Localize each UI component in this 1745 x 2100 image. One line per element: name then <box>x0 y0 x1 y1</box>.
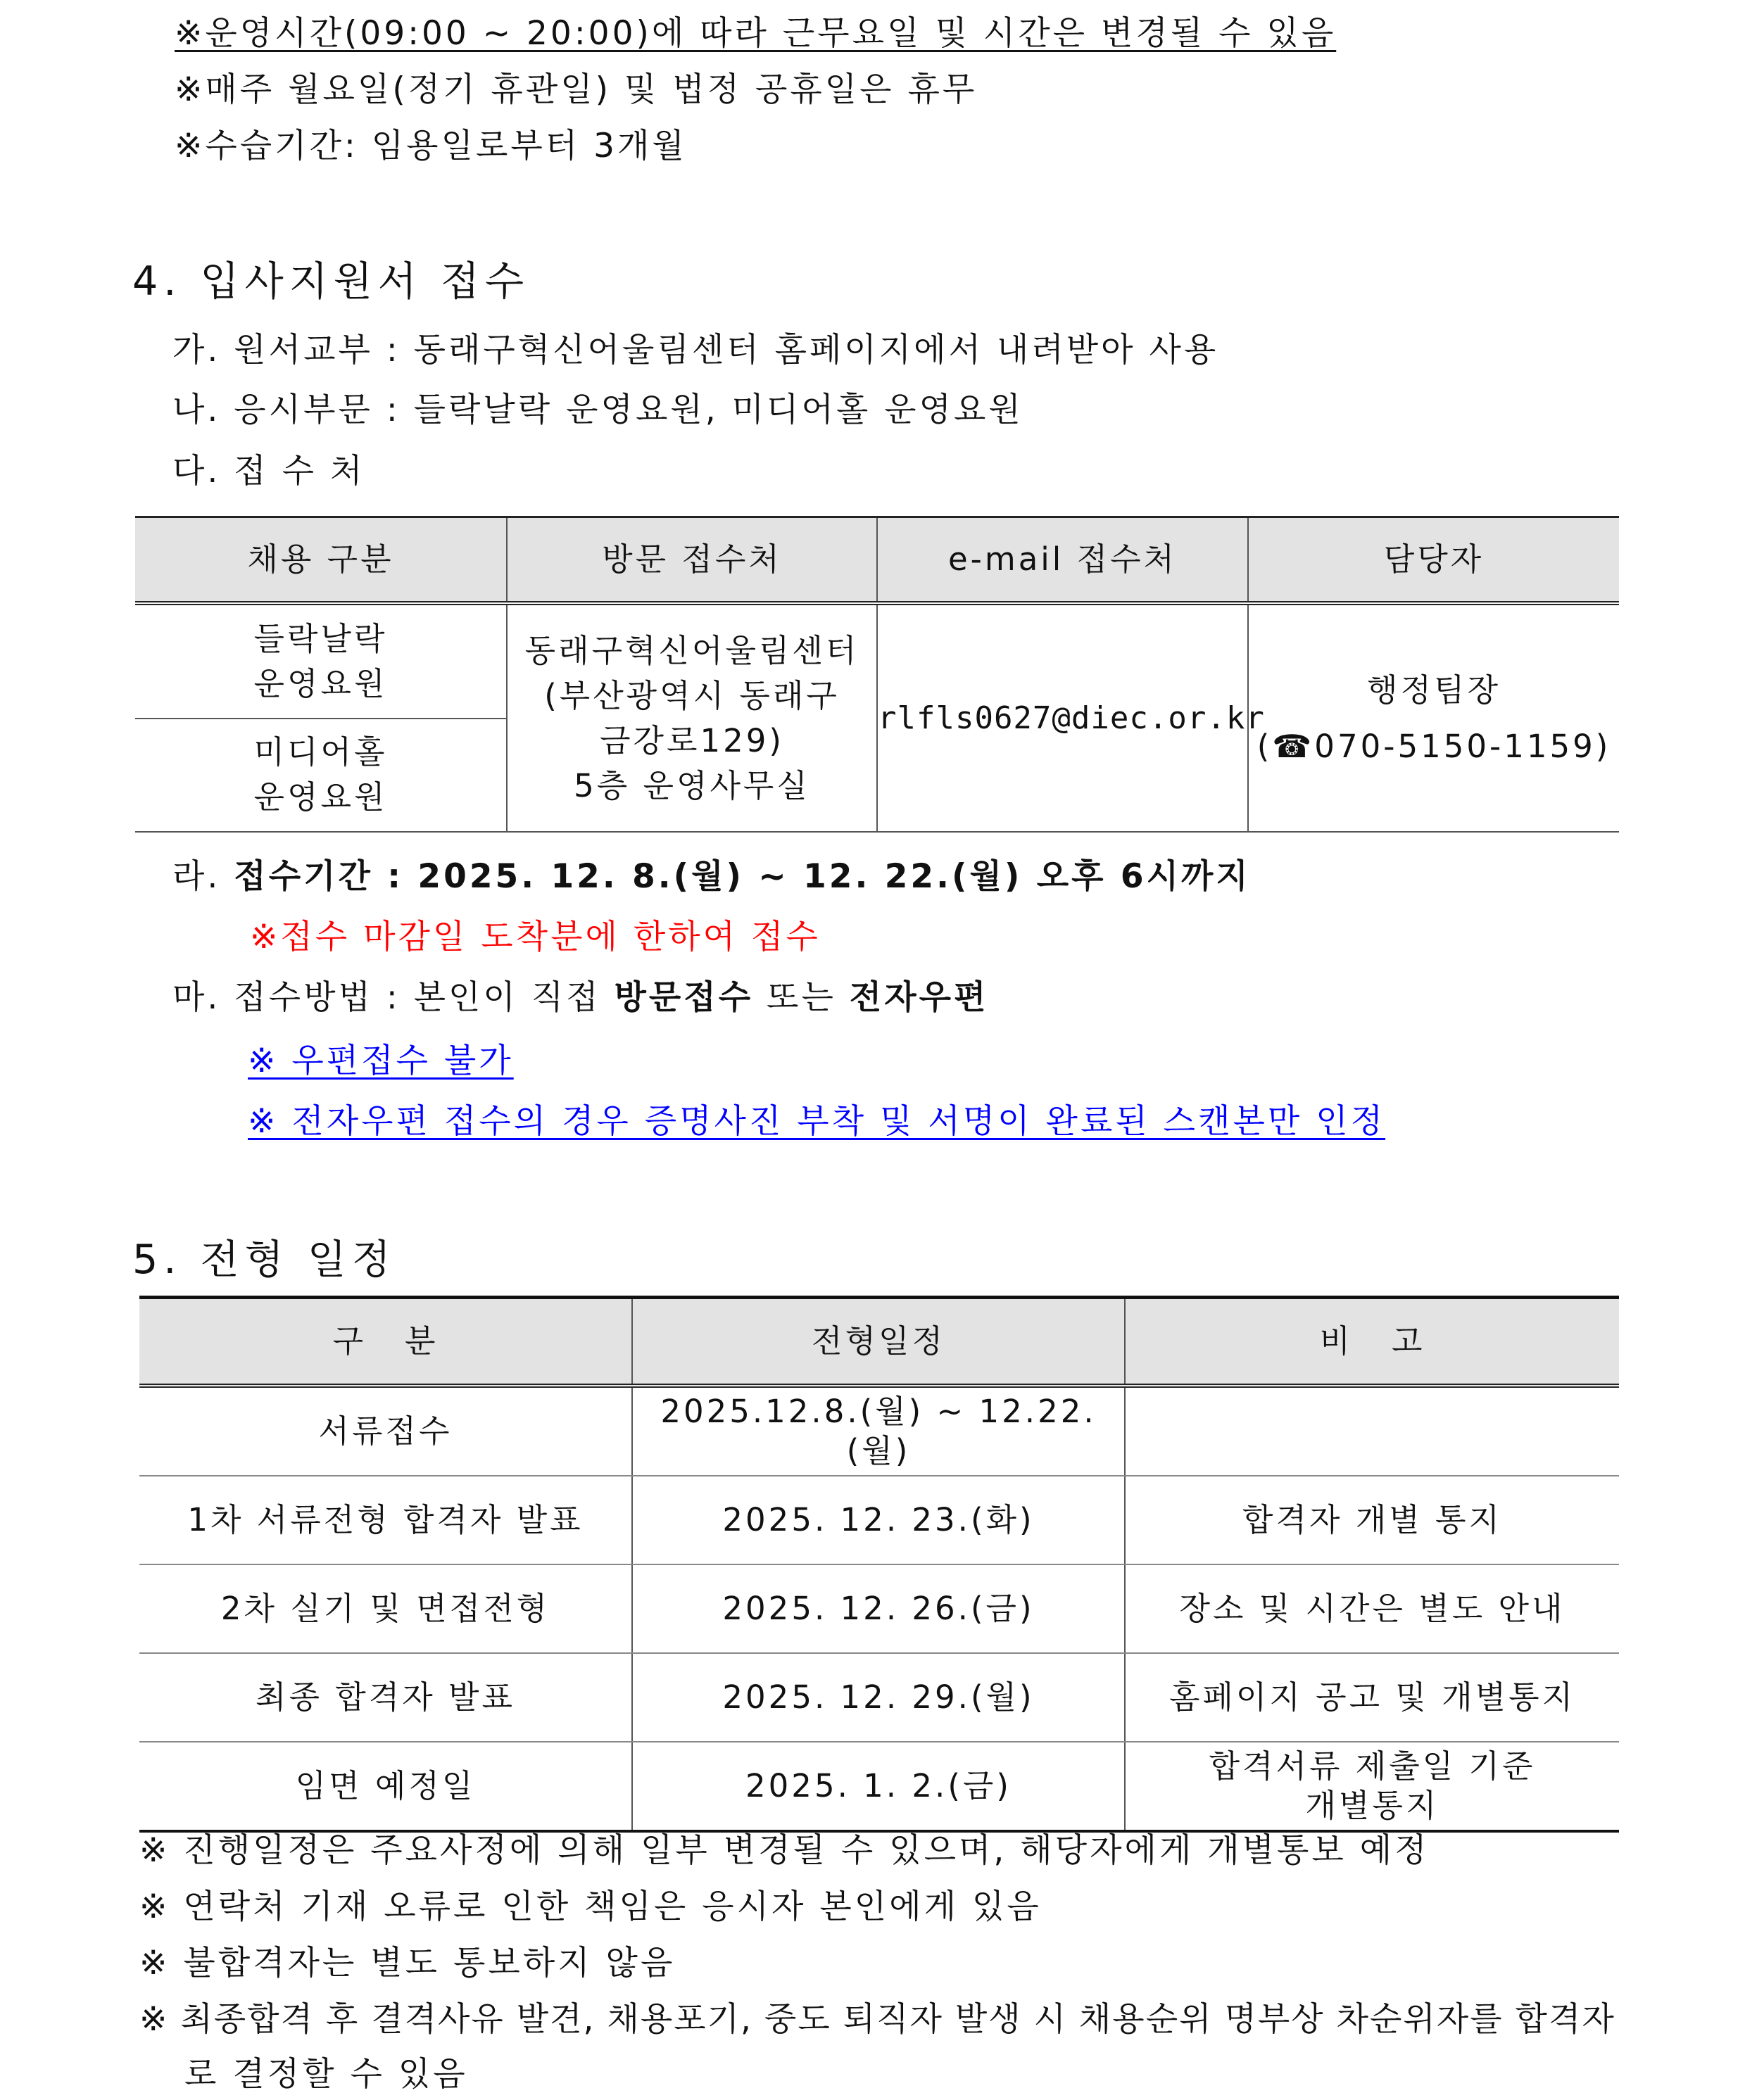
header-stage: 구 분 <box>139 1298 632 1386</box>
note-line: 개별통지 <box>1305 1787 1440 1824</box>
schedule-note-3: ※ 불합격자는 별도 통보하지 않음 <box>139 1944 676 1982</box>
note-line: 합격서류 제출일 기준 <box>1209 1747 1536 1785</box>
section4-item-da: 다. 접 수 처 <box>172 452 365 491</box>
header-category: 채용 구분 <box>135 517 507 604</box>
date-cell: 2025. 1. 2.(금) <box>632 1742 1125 1831</box>
visit-line: 금강로129) <box>600 721 784 759</box>
header-email: e-mail 접수처 <box>877 517 1248 604</box>
header-visit: 방문 접수처 <box>507 517 877 604</box>
item-ma-email: 전자우편 <box>849 978 989 1017</box>
note-operating-hours: ※운영시간(09:00 ~ 20:00)에 따라 근무요일 및 시간은 변경될 수 있음 <box>175 14 1337 53</box>
visit-line: (부산광역시 동래구 <box>544 676 840 714</box>
reception-table <box>135 516 1619 833</box>
stage-cell: 서류접수 <box>139 1386 632 1476</box>
table-row <box>139 1564 1619 1653</box>
schedule-note-4: ※ 최종합격 후 결격사유 발견, 채용포기, 중도 퇴직자 발생 시 채용순위 명부상 차순위자를 합격자 <box>139 2000 1615 2039</box>
section4-item-ga: 가. 원서교부 : 동래구혁신어울림센터 홈페이지에서 내려받아 사용 <box>172 331 1219 369</box>
schedule-note-2: ※ 연락처 기재 오류로 인한 책임은 응시자 본인에게 있음 <box>139 1887 1042 1926</box>
stage-cell: 최종 합격자 발표 <box>139 1653 632 1742</box>
category-line: 운영요원 <box>253 664 388 702</box>
note-no-post: ※ 우편접수 불가 <box>248 1042 514 1080</box>
section4-item-ra <box>172 856 1251 898</box>
table-row <box>139 1386 1619 1476</box>
visit-location-cell <box>507 603 877 832</box>
stage-cell: 1차 서류전형 합격자 발표 <box>139 1476 632 1564</box>
item-ma-mid: 또는 <box>753 978 850 1017</box>
schedule-note-1: ※ 진행일정은 주요사정에 의해 일부 변경될 수 있으며, 해당자에게 개별통보 예정 <box>139 1831 1430 1870</box>
contact-title: 행정팀장 <box>1367 671 1501 709</box>
header-contact: 담당자 <box>1248 517 1619 604</box>
stage-cell: 임면 예정일 <box>139 1742 632 1831</box>
item-ma-prefix: 마. 접수방법 : 본인이 직접 <box>172 978 615 1017</box>
item-ra-period: 접수기간 : 2025. 12. 8.(월) ~ 12. 22.(월) 오후 6시까지 <box>234 857 1251 896</box>
item-ra-prefix: 라. <box>172 857 234 896</box>
category-line: 미디어홀 <box>253 733 388 771</box>
contact-phone: (☎070-5150-1159) <box>1256 727 1611 765</box>
email-cell[interactable]: rlfls0627@diec.or.kr <box>877 603 1248 832</box>
note-cell <box>1125 1386 1619 1476</box>
item-ma-visit: 방문접수 <box>614 978 754 1017</box>
note-cell <box>1125 1742 1619 1831</box>
stage-cell: 2차 실기 및 면접전형 <box>139 1564 632 1653</box>
visit-line: 동래구혁신어울림센터 <box>524 631 859 669</box>
note-probation: ※수습기간: 임용일로부터 3개월 <box>175 127 687 165</box>
note-cell: 홈페이지 공고 및 개별통지 <box>1125 1653 1619 1742</box>
section5-title: 5. 전형 일정 <box>132 1236 396 1283</box>
deadline-note: ※접수 마감일 도착분에 한하여 접수 <box>250 918 821 956</box>
table-row <box>139 1476 1619 1564</box>
section4-item-ma <box>172 977 988 1019</box>
note-cell: 장소 및 시간은 별도 안내 <box>1125 1564 1619 1653</box>
category-line: 운영요원 <box>253 778 388 816</box>
note-closed-days: ※매주 월요일(정기 휴관일) 및 법정 공휴일은 휴무 <box>175 70 978 109</box>
schedule-table <box>139 1296 1619 1833</box>
date-cell: 2025. 12. 23.(화) <box>632 1476 1125 1564</box>
visit-line: 5층 운영사무실 <box>574 766 810 804</box>
category-cell-dlak <box>135 603 507 719</box>
date-cell: 2025.12.8.(월) ~ 12.22.(월) <box>632 1386 1125 1476</box>
schedule-note-4-cont: 로 결정할 수 있음 <box>184 2055 468 2094</box>
date-cell: 2025. 12. 26.(금) <box>632 1564 1125 1653</box>
table-row <box>139 1653 1619 1742</box>
section4-item-na: 나. 응시부문 : 들락날락 운영요원, 미디어홀 운영요원 <box>172 391 1023 429</box>
header-date: 전형일정 <box>632 1298 1125 1386</box>
header-note: 비 고 <box>1125 1298 1619 1386</box>
category-cell-media <box>135 719 507 832</box>
table-row <box>139 1742 1619 1831</box>
date-cell: 2025. 12. 29.(월) <box>632 1653 1125 1742</box>
category-line: 들락날락 <box>253 619 388 657</box>
contact-cell <box>1248 603 1619 832</box>
note-cell: 합격자 개별 통지 <box>1125 1476 1619 1564</box>
note-email-scan: ※ 전자우편 접수의 경우 증명사진 부착 및 서명이 완료된 스캔본만 인정 <box>248 1102 1386 1141</box>
section4-title: 4. 입사지원서 접수 <box>132 258 530 305</box>
